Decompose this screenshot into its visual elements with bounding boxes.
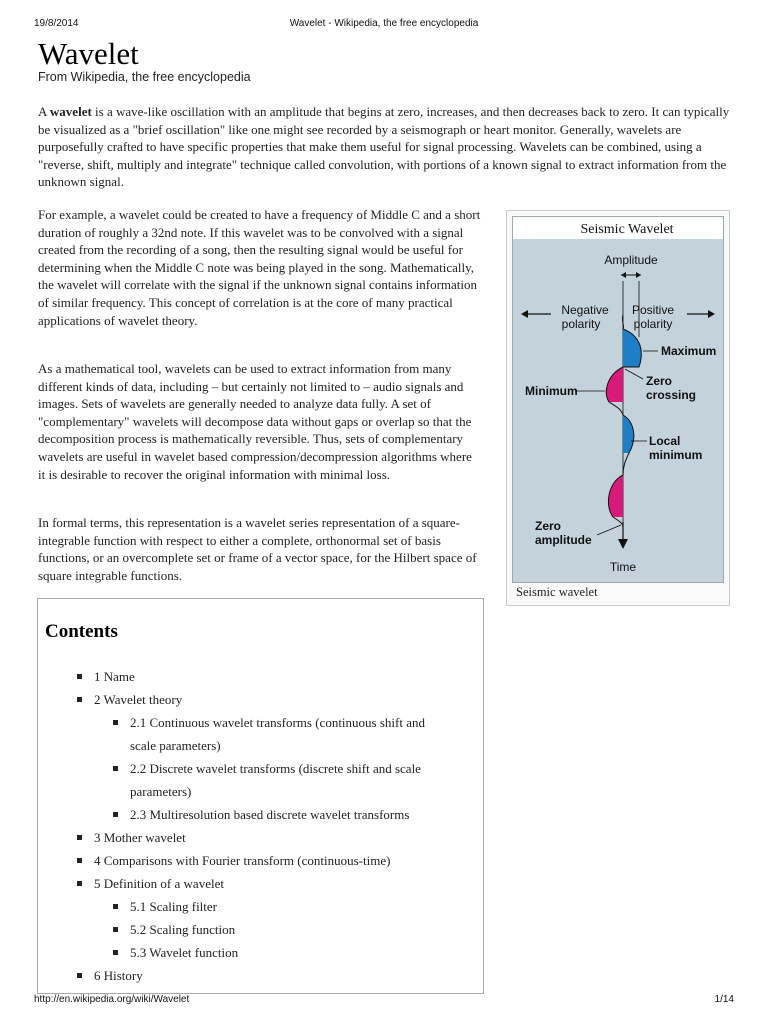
toc-item-mother-wavelet[interactable] [94, 827, 186, 849]
toc-bullet [77, 973, 82, 978]
maximum-label: Maximum [661, 344, 717, 358]
toc-item-wavelet-function[interactable] [130, 942, 238, 964]
wavelet-term: wavelet [49, 104, 92, 119]
print-date: 19/8/2014 [34, 18, 79, 29]
zero-amp-label-1: Zero [535, 519, 562, 533]
paragraph-middle-c: For example, a wavelet could be created to have a frequency of Middle C and a short duration of roughly a 32nd note. If this wavelet was to be convolved with a signal created from the recording of a song, then the resulting signal would be useful for determining when the Middle C note was being played in the song. Mathematically, the wavelet will correlate with the signal if the unknown signal contains information of similar frequency. This concept of correlation is at the core of many practical applications of wavelet theory. [38, 207, 481, 328]
toc-item-discrete-wavelet-transforms[interactable] [130, 758, 421, 780]
toc-item-discrete-wavelet-transforms-cont[interactable] [130, 781, 191, 803]
toc-bullet [113, 766, 118, 771]
zero-crossing-pointer [625, 369, 643, 379]
table-of-contents [37, 598, 484, 994]
negative-polarity-arrowhead [521, 310, 528, 318]
seismic-wavelet-diagram [513, 217, 723, 582]
toc-item-label: parameters) [130, 784, 192, 799]
positive-label-1: Positive [631, 303, 675, 317]
page-title: Wavelet [38, 36, 139, 71]
toc-item-label: 2.2 Discrete wavelet transforms (discrete shift and scale [130, 761, 421, 776]
toc-item-label: 2.1 Continuous wavelet transforms (continuous shift and [130, 715, 425, 730]
toc-item-multiresolution[interactable] [130, 804, 409, 826]
paragraph-math-tool: As a mathematical tool, wavelets can be used to extract information from many different kinds of data, including – but certainly not limited to – audio signals and images. Sets of wavelets are generally needed to analyze data fully. A set of "complementary" wavelets will decompose data without gaps or overlap so that the decomposition process is mathematically reversible. Thus, sets of complementary wavelets are useful in wavelet based compression/decompression algorithms where it is desirable to recover the original information with minimal loss. [38, 361, 472, 482]
positive-label-2: polarity [633, 317, 673, 331]
toc-item-label: 5.3 Wavelet function [130, 945, 239, 960]
print-footer [34, 994, 734, 1008]
negative-lobe-2 [608, 475, 623, 517]
toc-item-label: 5.2 Scaling function [130, 922, 236, 937]
negative-label-2: polarity [561, 317, 601, 331]
lead-paragraph [38, 103, 738, 191]
toc-item-label: 4 Comparisons with Fourier transform (continuous-time) [94, 853, 391, 868]
toc-item-continuous-wavelet-transforms[interactable] [130, 712, 425, 734]
positive-polarity-arrowhead [708, 310, 715, 318]
local-min-label-1: Local [649, 434, 681, 448]
amplitude-arrowhead-right [636, 272, 641, 278]
local-min-label-2: minimum [649, 448, 703, 462]
toc-bullet [77, 858, 82, 863]
toc-item-label: 2.3 Multiresolution based discrete wavelet transforms [130, 807, 410, 822]
toc-bullet [77, 674, 82, 679]
toc-bullet [77, 881, 82, 886]
negative-label-1: Negative [561, 303, 609, 317]
zero-amp-label-2: amplitude [535, 533, 592, 547]
amplitude-arrowhead-left [621, 272, 626, 278]
toc-item-label: 5 Definition of a wavelet [94, 876, 224, 891]
figure-heading: Seismic Wavelet [580, 222, 674, 237]
toc-title: Contents [45, 621, 118, 642]
print-page-number: 1/14 [714, 994, 734, 1005]
seismic-wavelet-figure[interactable] [512, 216, 724, 583]
toc-bullet [113, 720, 118, 725]
toc-bullet [113, 812, 118, 817]
toc-item-fourier-comparison[interactable] [94, 850, 390, 872]
toc-item-scaling-filter[interactable] [130, 896, 217, 918]
toc-item-label: 2 Wavelet theory [94, 692, 183, 707]
print-title: Wavelet - Wikipedia, the free encyclopedia [289, 18, 479, 29]
toc-bullet [77, 835, 82, 840]
toc-item-label: 6 History [94, 968, 143, 983]
zero-crossing-label-1: Zero [646, 374, 673, 388]
paragraph-formal-terms: In formal terms, this representation is a wavelet series representation of a square-integrable function with respect to either a complete, orthonormal set of basis functions, or an overcomplete set or frame of a vector space, for the Hilbert space of square integrable functions. [38, 515, 477, 583]
toc-bullet [113, 950, 118, 955]
minimum-label: Minimum [525, 384, 578, 398]
figure-box [506, 210, 730, 606]
time-label: Time [609, 560, 637, 574]
toc-item-history[interactable] [94, 965, 143, 987]
toc-item-name[interactable] [94, 666, 135, 688]
lead-text-start: A [38, 104, 50, 119]
toc-item-label: scale parameters) [130, 738, 221, 753]
toc-bullet [77, 697, 82, 702]
toc-item-continuous-wavelet-transforms-cont[interactable] [130, 735, 221, 757]
page-subtitle: From Wikipedia, the free encyclopedia [38, 70, 251, 84]
lead-text-rest: is a wave-like oscillation with an amplitude that begins at zero, increases, and then decreases back to zero. It can typically be visualized as a "brief oscillation" like one might see recorded by a seismograph or heart monitor. Generally, wavelets are purposefully crafted to have specific properties that make them useful for signal processing. Wavelets can be combined, using a "reverse, shift, multiply and integrate" technique called convolution, with portions of a known signal to extract information from the unknown signal. [38, 104, 730, 190]
toc-bullet [113, 927, 118, 932]
print-header [34, 18, 734, 32]
print-url[interactable]: http://en.wikipedia.org/wiki/Wavelet [34, 994, 190, 1005]
zero-amp-pointer [597, 525, 621, 535]
toc-item-label: 3 Mother wavelet [94, 830, 186, 845]
toc-item-definition[interactable] [94, 873, 224, 895]
toc-item-wavelet-theory[interactable] [94, 689, 182, 711]
toc-item-scaling-function[interactable] [130, 919, 235, 941]
toc-item-label: 1 Name [94, 669, 135, 684]
zero-crossing-label-2: crossing [646, 388, 697, 402]
figure-caption: Seismic wavelet [516, 585, 598, 599]
toc-item-label: 5.1 Scaling filter [130, 899, 218, 914]
amplitude-label: Amplitude [604, 253, 658, 267]
toc-bullet [113, 904, 118, 909]
